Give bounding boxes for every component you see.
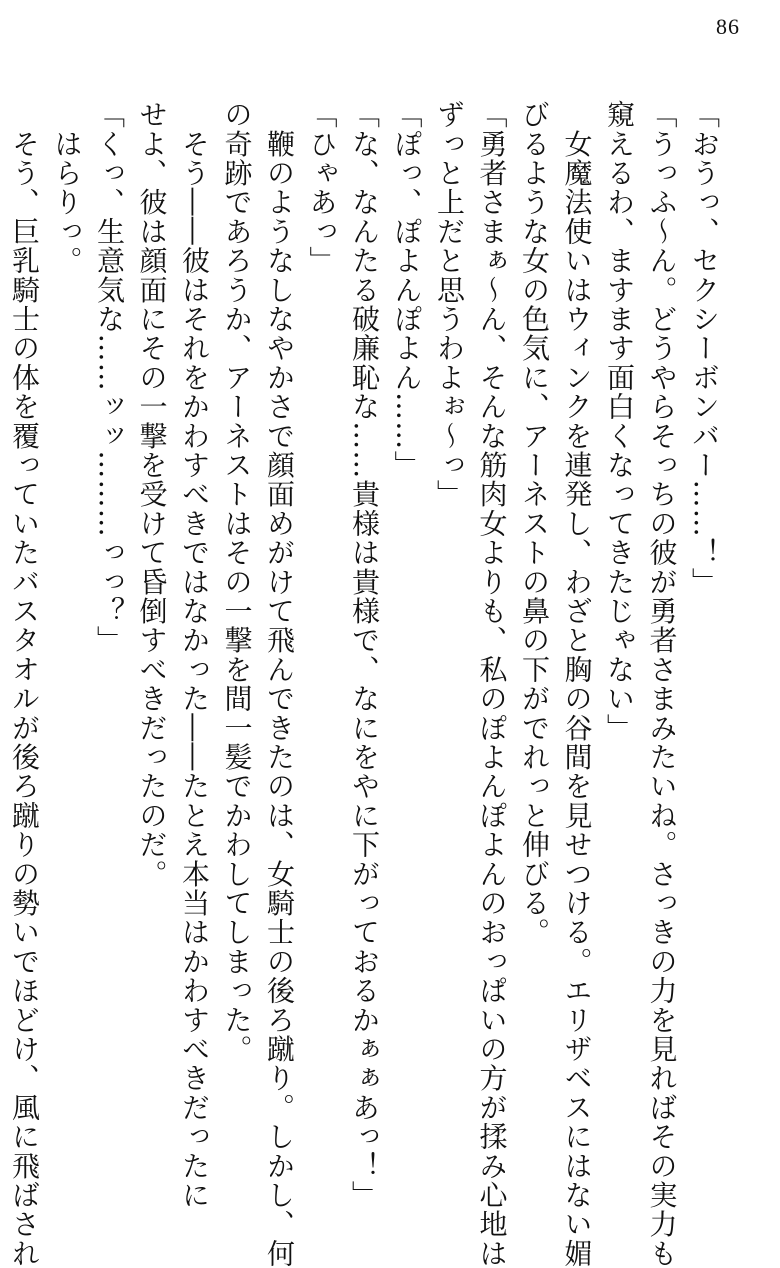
text-line: はらりっ。 xyxy=(50,100,84,276)
text-line: 窺えるわ、ますます面白くなってきたじゃない」 xyxy=(603,100,636,743)
text-line: 「勇者さまぁ～ん、そんな筋肉女よりも、私のぽよんぽよんのおっぱいの方が揉み心地は xyxy=(475,100,509,1268)
text-line: ずっと上だと思うわよぉ～っ」 xyxy=(433,100,466,509)
vertical-text-body xyxy=(3,100,726,1268)
text-line: 「おうっ、セクシーボンバー……！」 xyxy=(688,100,721,597)
text-line: 「くっ、生意気な……ッッ………っっ？」 xyxy=(93,100,126,655)
text-line: 「ぽっ、ぽよんぽよん……」 xyxy=(390,100,424,480)
text-line: そう、巨乳騎士の体を覆っていたバスタオルが後ろ蹴りの勢いでほどけ、風に飛ばされ xyxy=(8,100,41,1268)
page-number: 86 xyxy=(716,14,740,39)
text-line: 「うっふ～ん。どうやらそっちの彼が勇者さまみたいね。さっきの力を見ればその実力も xyxy=(645,100,679,1268)
text-line: びるような女の色気に、アーネストの鼻の下がでれっと伸びる。 xyxy=(518,100,551,947)
text-line: 「な、なんたる破廉恥な……貴様は貴様で、なにをやに下がっておるかぁぁあっ！」 xyxy=(348,100,381,1210)
text-line: の奇跡であろうか、アーネストはその一撃を間一髪でかわしてしまった。 xyxy=(220,100,254,1064)
text-line: 女魔法使いはウィンクを連発し、わざと胸の谷間を見せつける。エリザベスにはない媚 xyxy=(560,100,594,1268)
text-line: そう――彼はそれをかわすべきではなかった――たとえ本当はかわすべきだったに xyxy=(178,100,211,1210)
text-line: 「ひゃあっ」 xyxy=(305,100,339,276)
text-line: せよ、彼は顔面にその一撃を受けて昏倒すべきだったのだ。 xyxy=(135,100,169,889)
text-line: 鞭のようなしなやかさで顔面めがけて飛んできたのは、女騎士の後ろ蹴り。しかし、何 xyxy=(263,100,296,1268)
